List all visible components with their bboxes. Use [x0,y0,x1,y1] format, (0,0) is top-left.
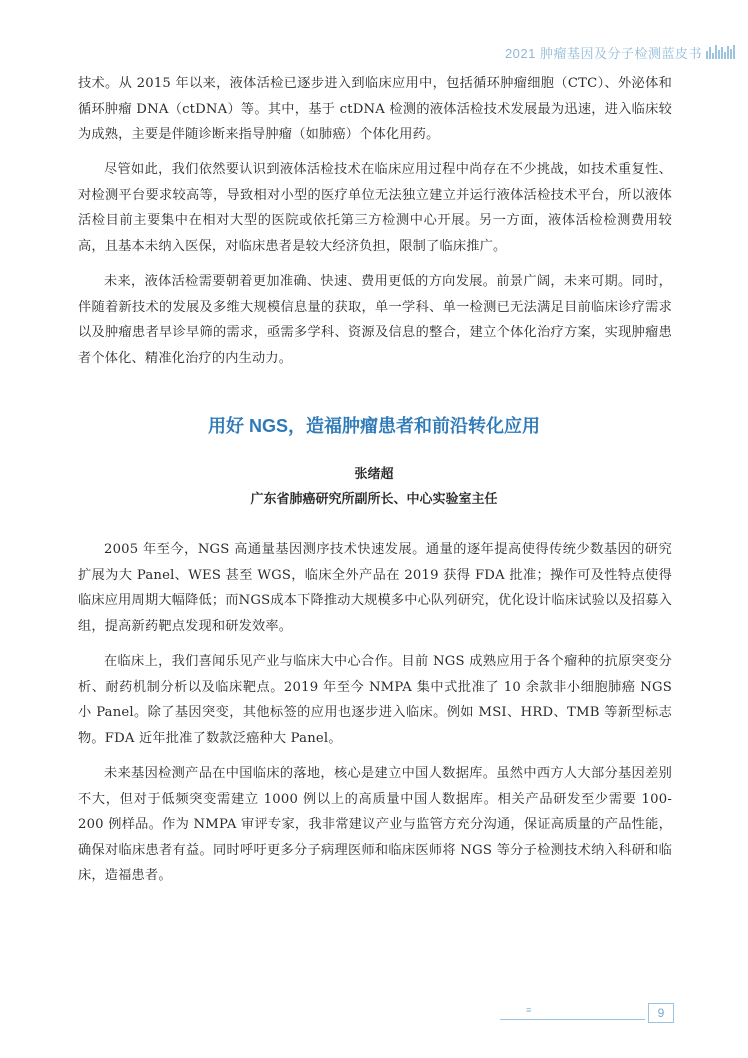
paragraph-3: 未来，液体活检需要朝着更加准确、快速、费用更低的方向发展。前景广阔，未来可期。同时，伴随着新技术的发展及多维大规模信息量的获取，单一学科、单一检测已无法满足目前临床诊疗需求以及肿瘤患者早诊早筛的需求，亟需多学科、资源及信息的整合，建立个体化治疗方案，实现肿瘤患者个体化、精准化治疗的内生动力。 [78,274,672,366]
paragraph-5: 在临床上，我们喜闻乐见产业与临床大中心合作。目前 NGS 成熟应用于各个瘤种的抗原突变分析、耐药机制分析以及临床靶点。2019 年至今 NMPA 集中式批准了 10 余款非小细胞肺癌 NGS 小 Panel。除了基因突变，其他标签的应用也逐步进入临床。例如 MSI、HRD、TMB 等新型标志物。FDA 近年批准了数款泛癌种大 Panel。 [78,654,672,746]
paragraph-2: 尽管如此，我们依然要认识到液体活检技术在临床应用过程中尚存在不少挑战，如技术重复性、对检测平台要求较高等，导致相对小型的医疗单位无法独立建立并运行液体活检技术平台，所以液体活检目前主要集中在相对大型的医院或依托第三方检测中心开展。另一方面，液体活检检测费用较高，且基本未纳入医保，对临床患者是较大经济负担，限制了临床推广。 [78,162,672,254]
author-affiliation: 广东省肺癌研究所副所长、中心实验室主任 [250,492,498,507]
paragraph-6: 未来基因检测产品在中国临床的落地，核心是建立中国人数据库。虽然中西方人大部分基因差别不大，但对于低频突变需建立 1000 例以上的高质量中国人数据库。相关产品研发至少需要 100-200 例样品。作为 NMPA 审评专家，我非常建议产业与监管方充分沟通，保证高质量的产品性能，确保对临床患者有益。同时呼吁更多分子病理医师和临床医师将 NGS 等分子检测技术纳入科研和临床，造福患者。 [78,766,672,883]
paragraph-1: 技术。从 2015 年以来，液体活检已逐步进入到临床应用中，包括循环肿瘤细胞（CTC）、外泌体和循环肿瘤 DNA（ctDNA）等。其中，基于 ctDNA 检测的液体活检技术发展最为迅速，进入临床较为成熟，主要是伴随诊断来指导肿瘤（如肺癌）个体化用药。 [78,76,672,142]
footer-marker: ≡ [526,1005,532,1015]
footer-divider [500,1019,645,1020]
paragraph-4: 2005 年至今，NGS 高通量基因测序技术快速发展。通量的逐年提高使得传统少数基因的研究扩展为大 Panel、WES 甚至 WGS，临床全外产品在 2019 获得 FDA 批准；操作可及性特点使得临床应用周期大幅降低；而NGS成本下降推动大规模多中心队列研究，优化设计临床试验以及招募入组，提高新药靶点发现和研发效率。 [78,542,672,634]
header-title: 2021 肿瘤基因及分子检测蓝皮书 [504,46,702,61]
section-heading: 用好 NGS，造福肿瘤患者和前沿转化应用 [207,416,540,436]
header-decoration-icon [706,45,736,59]
page-number: 9 [648,1003,674,1023]
author-name: 张绪超 [354,467,394,482]
